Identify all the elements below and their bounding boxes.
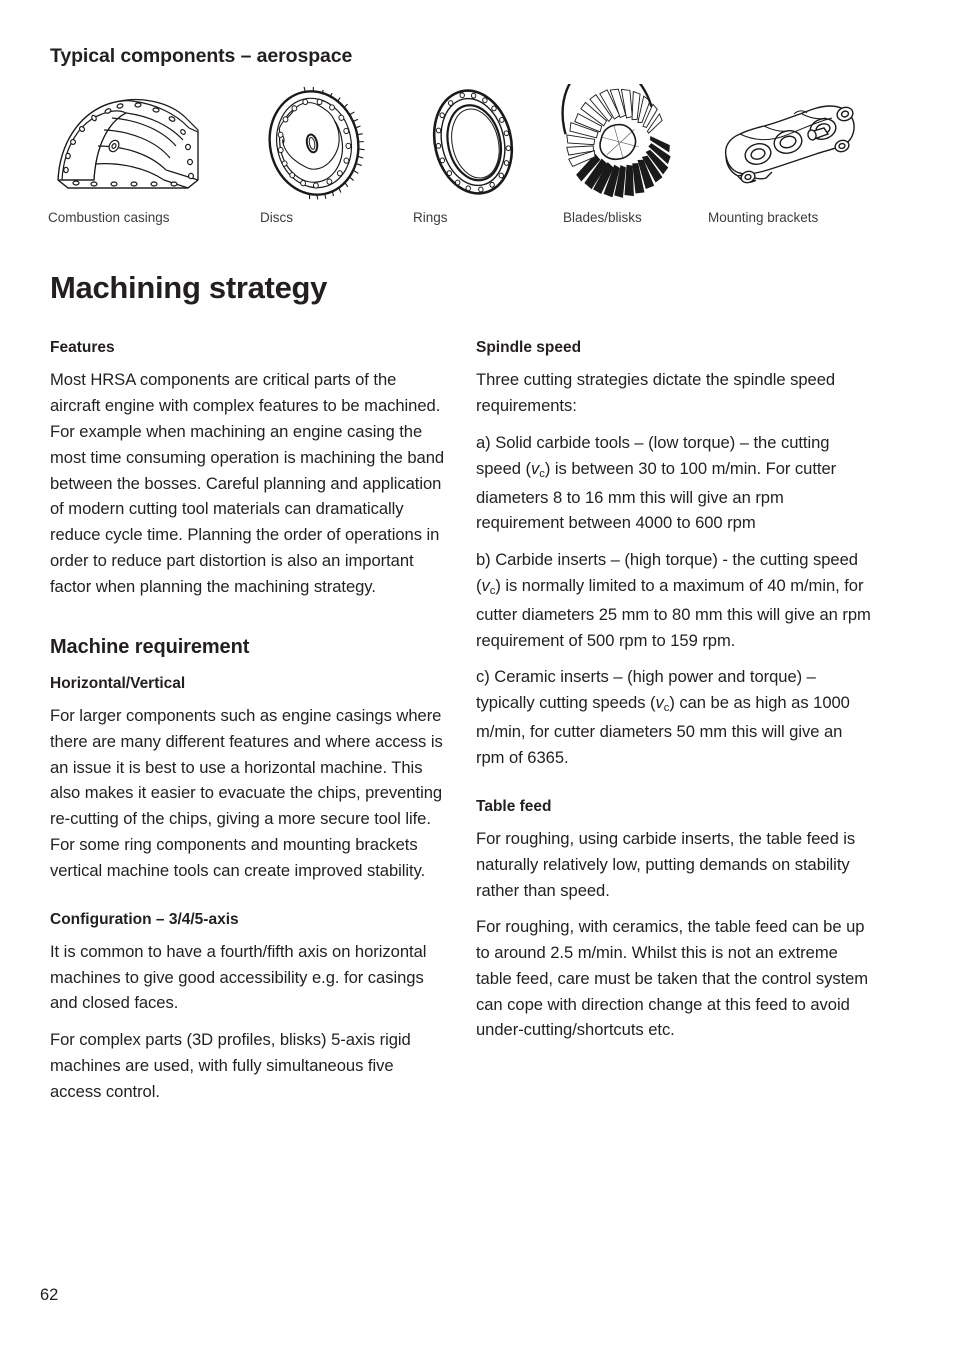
vc-sub: c — [489, 585, 496, 598]
paragraph-strategy-c — [476, 664, 875, 770]
component-caption: Combustion casings — [48, 210, 170, 225]
paragraph-features: Most HRSA components are critical parts of the aircraft engine with complex features to be machined. For example when machining an engine casing the most time consuming operation is machining the band between the bosses. Careful planning and application of modern cutting tool materials can dramatically reduce cycle time. Planning the order of operations in order to reduce part distortion is also an important factor when planning the machining strategy. — [50, 370, 445, 596]
page-title: Machining strategy — [50, 270, 328, 305]
vc-sub: c — [539, 467, 545, 480]
right-column — [476, 338, 875, 1043]
component-discs — [258, 84, 426, 234]
vc-symbol — [481, 575, 496, 598]
strategy-b-text-pre: b) Carbide inserts – (high torque) - the cutting speed ( — [476, 550, 858, 595]
vc-symbol — [531, 459, 545, 478]
page-number: 62 — [40, 1286, 59, 1304]
strategy-b-text-post: ) is normally limited to a maximum of 40 m/min, for cutter diameters 25 mm to 80 mm this will give an rpm requirement of 500 rpm to 159 rpm. — [476, 575, 871, 650]
disc-illustration — [258, 84, 426, 202]
component-rings — [411, 84, 579, 234]
paragraph-configuration-2: For complex parts (3D profiles, blisks) 5-axis rigid machines are used, with fully simultaneous five access control. — [50, 1030, 411, 1101]
vc-letter: v — [655, 693, 664, 713]
paragraph-strategy-b — [476, 547, 875, 653]
typical-components-gallery — [46, 84, 906, 234]
heading-horizontal-vertical: Horizontal/Vertical — [50, 674, 186, 692]
paragraph-configuration-1: It is common to have a fourth/fifth axis on horizontal machines to give good accessibility e.g. for casings and closed faces. — [50, 941, 427, 1013]
strategy-c-text-pre: c) Ceramic inserts – (high power and torque) – typically cutting speeds ( — [476, 667, 816, 713]
heading-spindle-speed: Spindle speed — [476, 339, 582, 356]
paragraph-table-feed-2: For roughing, with ceramics, the table feed can be up to around 2.5 m/min. Whilst this is not an extreme table feed, care must be taken that the control system can cope with direction change at this feed to avoid under-cutting/shortcuts etc. — [476, 917, 869, 1040]
heading-machine-requirement: Machine requirement — [50, 635, 250, 658]
section-heading-typical-components: Typical components – aerospace — [50, 45, 353, 67]
strategy-c-text-post: ) can be as high as 1000 m/min, for cutter diameters 50 mm this will give an rpm of 6365. — [476, 693, 850, 767]
paragraph-horizontal-vertical: For larger components such as engine casings where there are many different features and where access is an issue it is best to use a horizontal machine. This also makes it easier to evacuate the chips, preventing re-cutting of the chips, giving a more secure tool life. For some ring components and mounting brackets vertical machine tools can create improved stability. — [50, 705, 443, 880]
component-combustion-casings — [46, 84, 214, 234]
vc-letter: v — [481, 575, 490, 595]
ring-illustration — [411, 84, 579, 202]
heading-features: Features — [50, 339, 115, 356]
heading-configuration: Configuration – 3/4/5-axis — [50, 910, 239, 928]
component-caption: Rings — [413, 210, 448, 225]
component-caption: Blades/blisks — [563, 210, 642, 225]
vc-symbol — [655, 693, 670, 715]
left-column — [50, 338, 449, 1105]
paragraph-table-feed-1: For roughing, using carbide inserts, the table feed is naturally relatively low, putting demands on stability rather than speed. — [476, 828, 856, 900]
component-caption: Discs — [260, 210, 293, 225]
heading-table-feed: Table feed — [476, 797, 552, 815]
blisk-illustration — [561, 84, 729, 202]
paragraph-spindle-intro: Three cutting strategies dictate the spindle speed requirements: — [476, 370, 836, 416]
strategy-a-text-pre: a) Solid carbide tools – (low torque) – the cutting speed ( — [476, 432, 830, 478]
vc-letter: v — [531, 458, 540, 478]
paragraph-strategy-a — [476, 430, 875, 536]
combustion-casing-illustration — [46, 84, 214, 202]
mounting-bracket-illustration — [706, 84, 874, 202]
strategy-a-text-post: ) is between 30 to 100 m/min. For cutter diameters 8 to 16 mm this will give an rpm requirement between 4000 to 600 rpm — [476, 458, 837, 533]
component-blades-blisks — [561, 84, 729, 234]
vc-sub: c — [663, 702, 670, 715]
component-mounting-brackets — [706, 84, 874, 234]
component-caption: Mounting brackets — [708, 210, 819, 225]
